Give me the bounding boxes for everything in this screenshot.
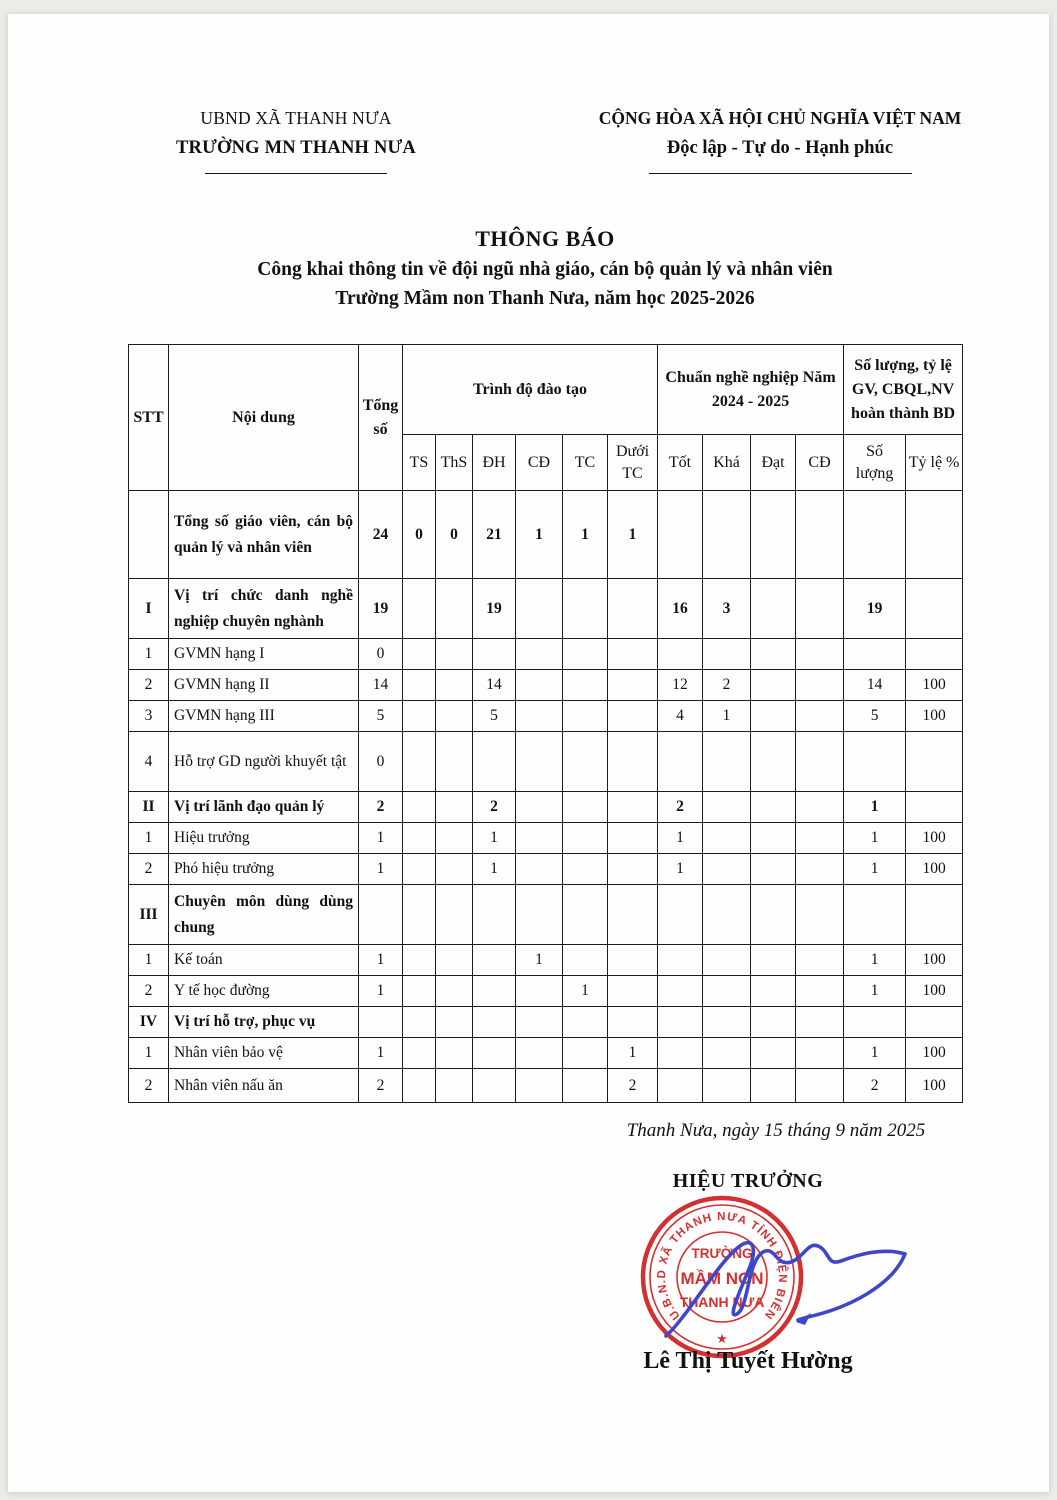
row-label-cell: Tổng số giáo viên, cán bộ quản lý và nhân viên (169, 491, 359, 579)
value-cell (906, 491, 963, 579)
value-cell (796, 639, 844, 670)
value-cell: 1 (516, 491, 563, 579)
value-cell (703, 976, 751, 1007)
date-place-line: Thanh Nưa, ngày 15 tháng 9 năm 2025 (626, 1120, 926, 1141)
value-cell: 1 (844, 1038, 906, 1069)
value-cell: 5 (473, 701, 516, 732)
org-parent-name: UBND XÃ THANH NƯA (200, 108, 392, 128)
value-cell (516, 639, 563, 670)
stt-cell: 1 (129, 823, 169, 854)
col-header-tc: TC (563, 435, 608, 491)
value-cell (751, 976, 796, 1007)
value-cell (608, 885, 658, 945)
value-cell (608, 823, 658, 854)
stamp-middle-ring (650, 1205, 794, 1349)
value-cell: 1 (608, 1038, 658, 1069)
row-label-cell: Vị trí chức danh nghề nghiệp chuyên nghành (169, 579, 359, 639)
value-cell (608, 1007, 658, 1038)
value-cell (436, 1069, 473, 1103)
value-cell: 21 (473, 491, 516, 579)
value-cell: 19 (359, 579, 403, 639)
value-cell (436, 823, 473, 854)
value-cell (658, 1007, 703, 1038)
signature-ink (666, 1243, 905, 1336)
value-cell: 100 (906, 670, 963, 701)
table-row (129, 854, 963, 885)
value-cell (608, 701, 658, 732)
value-cell (436, 885, 473, 945)
value-cell: 19 (844, 579, 906, 639)
value-cell (608, 945, 658, 976)
value-cell: 0 (436, 491, 473, 579)
document-subtitle-2: Trường Mầm non Thanh Nưa, năm học 2025-2026 (335, 288, 755, 309)
value-cell: 0 (359, 732, 403, 792)
value-cell (436, 854, 473, 885)
row-label-cell: Phó hiệu trưởng (169, 854, 359, 885)
value-cell (403, 732, 436, 792)
value-cell (796, 792, 844, 823)
value-cell: 100 (906, 701, 963, 732)
value-cell (516, 1038, 563, 1069)
value-cell: 1 (658, 854, 703, 885)
value-cell (796, 976, 844, 1007)
value-cell: 1 (844, 823, 906, 854)
value-cell (563, 945, 608, 976)
value-cell (473, 639, 516, 670)
value-cell (563, 732, 608, 792)
signature-stroke-main (666, 1243, 905, 1336)
value-cell: 1 (359, 1038, 403, 1069)
value-cell: 2 (359, 792, 403, 823)
col-header-ths: ThS (436, 435, 473, 491)
table-row (129, 639, 963, 670)
national-motto-block (560, 108, 1000, 180)
value-cell (473, 976, 516, 1007)
row-label-cell: Hiệu trưởng (169, 823, 359, 854)
stt-cell: III (129, 885, 169, 945)
value-cell (516, 792, 563, 823)
value-cell: 1 (473, 823, 516, 854)
value-cell (751, 1069, 796, 1103)
row-label-cell: Y tế học đường (169, 976, 359, 1007)
value-cell (403, 1007, 436, 1038)
stt-cell: 3 (129, 701, 169, 732)
value-cell (796, 1069, 844, 1103)
value-cell: 2 (608, 1069, 658, 1103)
value-cell (703, 491, 751, 579)
value-cell: 2 (658, 792, 703, 823)
value-cell (844, 732, 906, 792)
value-cell (906, 579, 963, 639)
value-cell (436, 579, 473, 639)
value-cell (751, 732, 796, 792)
value-cell (751, 1038, 796, 1069)
value-cell (516, 670, 563, 701)
value-cell (751, 1007, 796, 1038)
value-cell: 19 (473, 579, 516, 639)
value-cell (703, 885, 751, 945)
value-cell (751, 854, 796, 885)
value-cell (796, 885, 844, 945)
value-cell: 2 (703, 670, 751, 701)
stt-cell (129, 491, 169, 579)
value-cell (516, 579, 563, 639)
value-cell (563, 854, 608, 885)
value-cell: 1 (359, 823, 403, 854)
stamp-star-icon: ★ (716, 1331, 728, 1346)
signer-name: Lê Thị Tuyết Hường (643, 1348, 853, 1374)
value-cell (703, 1007, 751, 1038)
value-cell (608, 639, 658, 670)
stt-cell: 4 (129, 732, 169, 792)
value-cell: 100 (906, 854, 963, 885)
stt-cell: 1 (129, 945, 169, 976)
value-cell (403, 945, 436, 976)
value-cell (516, 823, 563, 854)
value-cell: 1 (844, 945, 906, 976)
col-header-dh: ĐH (473, 435, 516, 491)
value-cell (796, 854, 844, 885)
value-cell (608, 854, 658, 885)
value-cell (751, 823, 796, 854)
value-cell (516, 854, 563, 885)
value-cell: 14 (473, 670, 516, 701)
value-cell: 1 (844, 976, 906, 1007)
value-cell (359, 1007, 403, 1038)
value-cell: 1 (563, 976, 608, 1007)
signature-stroke-tail (798, 1254, 905, 1320)
value-cell: 100 (906, 1038, 963, 1069)
value-cell: 16 (658, 579, 703, 639)
school-stamp (643, 1198, 801, 1356)
stt-cell: IV (129, 1007, 169, 1038)
value-cell (563, 885, 608, 945)
row-label-cell: Hỗ trợ GD người khuyết tật (169, 732, 359, 792)
value-cell (563, 823, 608, 854)
value-cell (436, 639, 473, 670)
value-cell (906, 732, 963, 792)
value-cell (403, 639, 436, 670)
document-page (8, 14, 1049, 1492)
value-cell: 2 (844, 1069, 906, 1103)
value-cell: 1 (703, 701, 751, 732)
value-cell (658, 639, 703, 670)
value-cell: 1 (658, 823, 703, 854)
value-cell (436, 1038, 473, 1069)
value-cell (403, 579, 436, 639)
value-cell (658, 976, 703, 1007)
stamp-ring-text: U.B.N.D XÃ THANH NƯA TỈNH ĐIỆN BIÊN (655, 1210, 789, 1322)
motto-underline (649, 173, 912, 174)
value-cell (751, 639, 796, 670)
document-subtitle-1: Công khai thông tin về đội ngũ nhà giáo, cán bộ quản lý và nhân viên (257, 259, 833, 280)
value-cell (906, 1007, 963, 1038)
value-cell (844, 639, 906, 670)
value-cell (703, 945, 751, 976)
value-cell: 4 (658, 701, 703, 732)
value-cell: 2 (473, 792, 516, 823)
value-cell: 100 (906, 823, 963, 854)
value-cell (906, 885, 963, 945)
value-cell (359, 885, 403, 945)
table-row (129, 1069, 963, 1103)
stt-cell: 2 (129, 1069, 169, 1103)
value-cell: 1 (563, 491, 608, 579)
value-cell (703, 1038, 751, 1069)
value-cell (563, 1007, 608, 1038)
table-row (129, 792, 963, 823)
value-cell: 1 (359, 945, 403, 976)
org-underline (205, 173, 387, 174)
col-header-tong-so: Tổng số (359, 345, 403, 491)
value-cell (516, 976, 563, 1007)
table-row (129, 823, 963, 854)
stt-cell: 1 (129, 639, 169, 670)
stamp-inner-ring (677, 1232, 767, 1322)
stamp-outer-ring (643, 1198, 801, 1356)
table-row (129, 579, 963, 639)
org-school-name: TRƯỜNG MN THANH NƯA (175, 137, 416, 158)
value-cell (658, 945, 703, 976)
value-cell (796, 1007, 844, 1038)
value-cell (844, 1007, 906, 1038)
row-label-cell: Chuyên môn dùng dùng chung (169, 885, 359, 945)
value-cell: 12 (658, 670, 703, 701)
value-cell (796, 491, 844, 579)
stt-cell: I (129, 579, 169, 639)
value-cell (516, 701, 563, 732)
value-cell (906, 792, 963, 823)
value-cell (436, 792, 473, 823)
value-cell: 0 (403, 491, 436, 579)
title-block (128, 226, 962, 310)
col-header-ts: TS (403, 435, 436, 491)
table-body (129, 491, 963, 1103)
value-cell (796, 701, 844, 732)
value-cell (473, 732, 516, 792)
stamp-center-line1: TRƯỜNG (691, 1246, 753, 1261)
table-row (129, 491, 963, 579)
value-cell (516, 1069, 563, 1103)
value-cell (658, 491, 703, 579)
value-cell (436, 976, 473, 1007)
col-header-kha: Khá (703, 435, 751, 491)
value-cell (473, 1069, 516, 1103)
value-cell (751, 670, 796, 701)
value-cell: 1 (844, 792, 906, 823)
value-cell (473, 945, 516, 976)
value-cell: 1 (359, 976, 403, 1007)
value-cell (796, 1038, 844, 1069)
value-cell (658, 1069, 703, 1103)
value-cell (703, 639, 751, 670)
value-cell (563, 1038, 608, 1069)
national-motto: Độc lập - Tự do - Hạnh phúc (666, 137, 894, 158)
col-header-stt: STT (129, 345, 169, 491)
value-cell (751, 491, 796, 579)
table-row (129, 1007, 963, 1038)
value-cell (403, 1038, 436, 1069)
row-label-cell: Kế toán (169, 945, 359, 976)
national-title: CỘNG HÒA XÃ HỘI CHỦ NGHĨA VIỆT NAM (598, 108, 962, 128)
stt-cell: II (129, 792, 169, 823)
value-cell (436, 945, 473, 976)
value-cell: 1 (844, 854, 906, 885)
value-cell (703, 854, 751, 885)
col-header-noi-dung: Nội dung (169, 345, 359, 491)
value-cell (403, 792, 436, 823)
row-label-cell: GVMN hạng I (169, 639, 359, 670)
value-cell (516, 732, 563, 792)
value-cell (796, 945, 844, 976)
value-cell (473, 1007, 516, 1038)
value-cell (906, 639, 963, 670)
value-cell (436, 1007, 473, 1038)
stt-cell: 1 (129, 1038, 169, 1069)
table-row (129, 885, 963, 945)
value-cell (563, 1069, 608, 1103)
value-cell (403, 670, 436, 701)
value-cell (796, 823, 844, 854)
value-cell (844, 491, 906, 579)
signature-arrow-tip (796, 1313, 811, 1325)
value-cell (703, 1069, 751, 1103)
row-label-cell: Vị trí lãnh đạo quản lý (169, 792, 359, 823)
value-cell (608, 670, 658, 701)
staff-table (128, 344, 963, 1103)
value-cell (403, 1069, 436, 1103)
value-cell: 5 (844, 701, 906, 732)
value-cell: 2 (359, 1069, 403, 1103)
col-group-chuan-nghe-nghiep: Chuẩn nghề nghiệp Năm 2024 - 2025 (658, 345, 844, 435)
value-cell (403, 885, 436, 945)
value-cell (751, 701, 796, 732)
stt-cell: 2 (129, 854, 169, 885)
value-cell: 1 (473, 854, 516, 885)
value-cell: 0 (359, 639, 403, 670)
value-cell (563, 579, 608, 639)
value-cell (796, 732, 844, 792)
row-label-cell: Vị trí hỗ trợ, phục vụ (169, 1007, 359, 1038)
table-row (129, 670, 963, 701)
value-cell: 14 (359, 670, 403, 701)
value-cell (608, 579, 658, 639)
value-cell (563, 639, 608, 670)
value-cell (436, 670, 473, 701)
value-cell (796, 579, 844, 639)
value-cell (473, 1038, 516, 1069)
value-cell: 100 (906, 1069, 963, 1103)
value-cell (403, 976, 436, 1007)
col-header-ty-le: Tỷ lệ % (906, 435, 963, 491)
value-cell (751, 885, 796, 945)
stt-cell: 2 (129, 670, 169, 701)
value-cell (436, 732, 473, 792)
col-header-tot: Tốt (658, 435, 703, 491)
value-cell (608, 976, 658, 1007)
value-cell: 5 (359, 701, 403, 732)
table-row (129, 701, 963, 732)
table-row (129, 1038, 963, 1069)
col-group-boi-duong: Số lượng, tỷ lệ GV, CBQL,NV hoàn thành BD (844, 345, 963, 435)
col-header-duoi-tc: Dưới TC (608, 435, 658, 491)
value-cell (608, 732, 658, 792)
row-label-cell: GVMN hạng III (169, 701, 359, 732)
value-cell: 100 (906, 976, 963, 1007)
value-cell (751, 792, 796, 823)
value-cell (796, 670, 844, 701)
value-cell (844, 885, 906, 945)
value-cell (658, 1038, 703, 1069)
value-cell (703, 732, 751, 792)
value-cell (703, 823, 751, 854)
col-group-trinh-do: Trình độ đào tạo (403, 345, 658, 435)
value-cell (563, 701, 608, 732)
value-cell (703, 792, 751, 823)
table-header-row-groups (129, 345, 963, 435)
value-cell (403, 701, 436, 732)
value-cell (658, 732, 703, 792)
value-cell: 24 (359, 491, 403, 579)
stamp-center-line2: MẦM NON (680, 1269, 764, 1288)
row-label-cell: GVMN hạng II (169, 670, 359, 701)
value-cell: 14 (844, 670, 906, 701)
col-header-dat: Đạt (751, 435, 796, 491)
row-label-cell: Nhân viên bảo vệ (169, 1038, 359, 1069)
value-cell (563, 670, 608, 701)
value-cell: 100 (906, 945, 963, 976)
table-row (129, 945, 963, 976)
value-cell (658, 885, 703, 945)
value-cell (563, 792, 608, 823)
value-cell (473, 885, 516, 945)
value-cell (403, 854, 436, 885)
value-cell (751, 579, 796, 639)
value-cell: 3 (703, 579, 751, 639)
value-cell (516, 885, 563, 945)
col-header-so-luong: Số lượng (844, 435, 906, 491)
issuing-org-block (101, 108, 491, 180)
table-row (129, 732, 963, 792)
table-row (129, 976, 963, 1007)
value-cell (403, 823, 436, 854)
value-cell: 1 (516, 945, 563, 976)
col-header-cd2: CĐ (796, 435, 844, 491)
value-cell (516, 1007, 563, 1038)
document-title: THÔNG BÁO (475, 226, 615, 251)
value-cell: 1 (608, 491, 658, 579)
value-cell (608, 792, 658, 823)
value-cell: 1 (359, 854, 403, 885)
stamp-center-line3: THANH NƯA (679, 1294, 765, 1310)
value-cell (436, 701, 473, 732)
row-label-cell: Nhân viên nấu ăn (169, 1069, 359, 1103)
value-cell (751, 945, 796, 976)
signer-title: HIỆU TRƯỞNG (672, 1170, 824, 1192)
stt-cell: 2 (129, 976, 169, 1007)
col-header-cd: CĐ (516, 435, 563, 491)
